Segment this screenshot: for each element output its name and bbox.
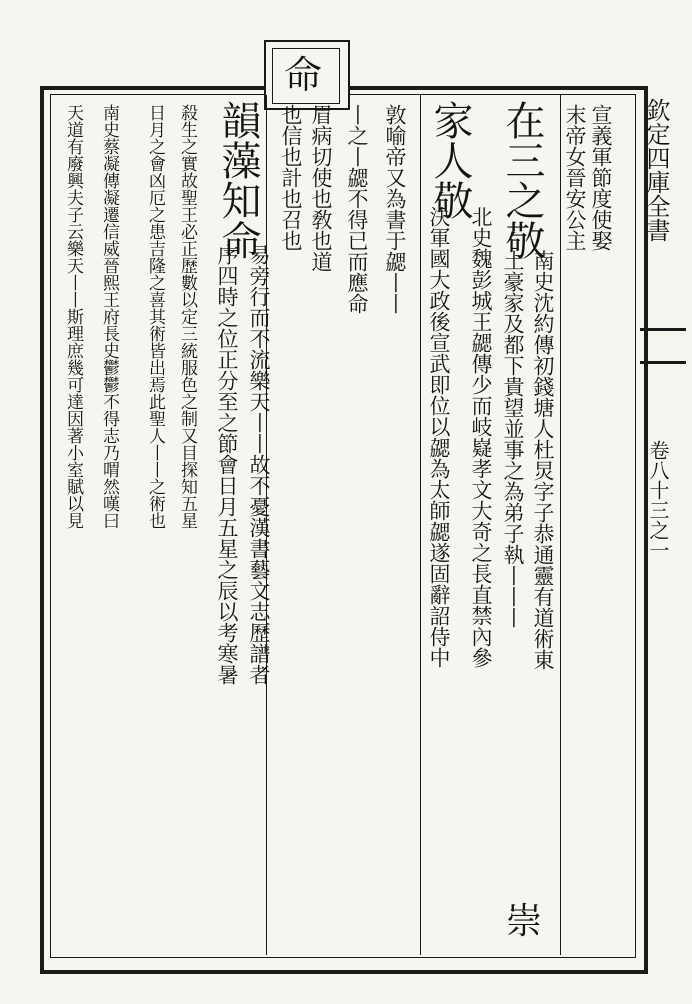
text-column: 南史蔡凝傳凝遷信威晉熙王府長史鬱鬱不得志乃喟然嘆曰 <box>99 104 119 529</box>
entry-heading: 在三之敬 <box>499 100 545 260</box>
text-column: 南史沈約傳初錢塘人杜炅字子恭通靈有道術東 <box>531 250 555 670</box>
fish-tail-mark <box>640 328 686 364</box>
text-column: 宣義軍節度使娶 <box>589 104 613 251</box>
entry-heading: 家人敬 <box>427 100 473 220</box>
text-column: 序四時之位正分至之節會日月五星之辰以考寒暑 <box>215 244 239 685</box>
entry-heading: 韻藻知命 <box>215 100 261 260</box>
text-column: 敦喻帝又為書于勰丨丨 <box>383 104 407 314</box>
text-column: 也信也計也召也 <box>279 104 303 251</box>
text-column: 日月之會凶厄之患吉隆之喜其術皆出焉此聖人丨丨之術也 <box>145 104 165 529</box>
column-rule <box>560 95 561 955</box>
text-column: 易旁行而不流樂天丨丨故不憂漢書藝文志歷譜者 <box>247 244 271 685</box>
text-column: 土豪家及都下貴望並事之為弟子執丨丨丨 <box>501 250 525 628</box>
text-column: 眉病切使也敎也道 <box>309 104 333 272</box>
trailing-character: 崇 <box>506 901 543 942</box>
column-rule <box>420 95 421 955</box>
volume-label: 卷八十三之一 <box>646 440 670 560</box>
text-column: 末帝女晉安公主 <box>563 104 587 251</box>
header-tab-label: 命 <box>284 53 323 97</box>
book-title: 欽定四庫全書 <box>642 98 670 242</box>
text-column: 殺生之實故聖王必正歷數以定三統服色之制又目探知五星 <box>177 104 197 529</box>
text-column: 天道有廢興夫子云樂天丨丨斯理庶幾可達因著小室賦以見 <box>63 104 83 529</box>
text-column: 丨之丨勰不得已而應命 <box>345 104 369 314</box>
text-column: 決軍國大政後宣武即位以勰為太師勰遂固辭詔侍中 <box>427 206 451 668</box>
text-column: 北史魏彭城王勰傳少而岐嶷孝文大奇之長直禁內參 <box>469 206 493 668</box>
